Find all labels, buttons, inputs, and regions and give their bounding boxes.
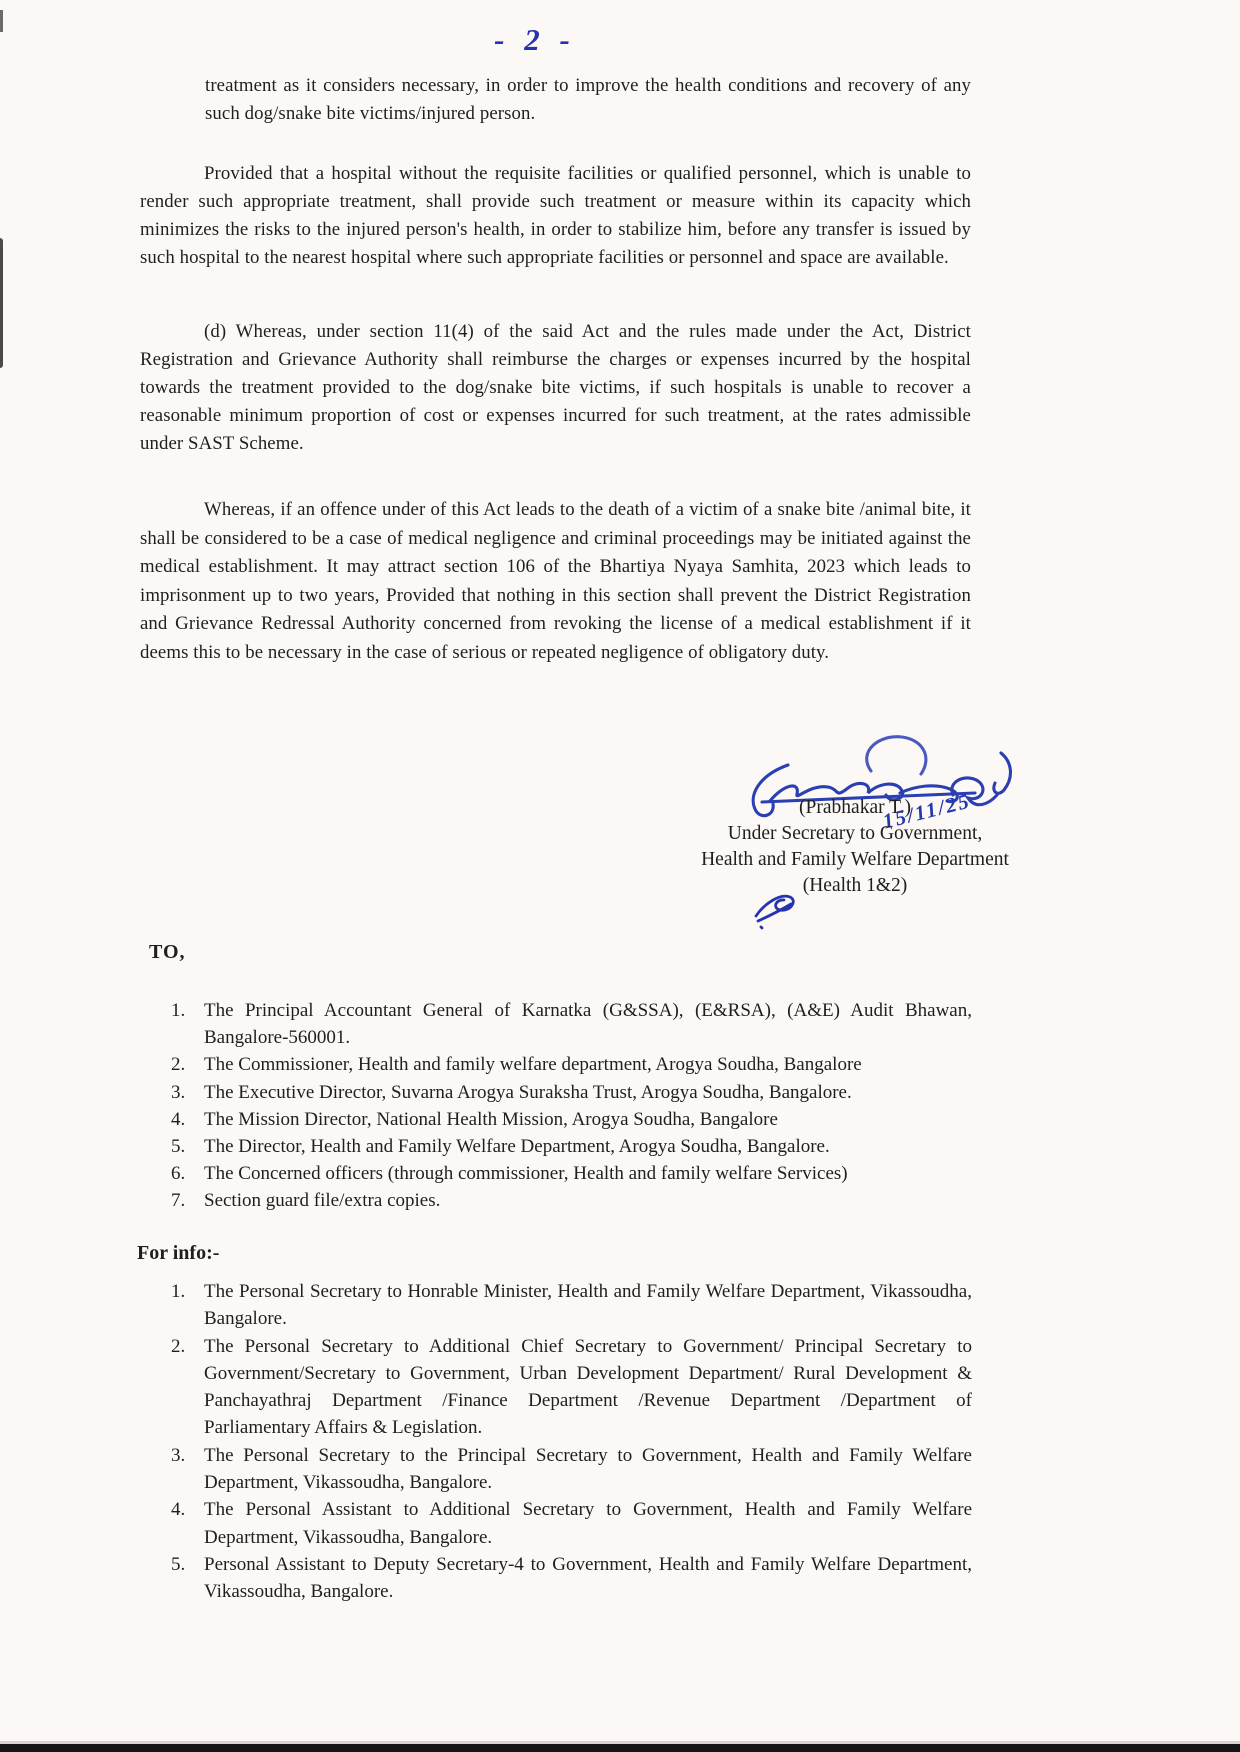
list-item xyxy=(171,1551,972,1606)
item-number: 1. xyxy=(171,1281,186,1302)
list-item xyxy=(171,1133,972,1160)
item-text: Section guard file/extra copies. xyxy=(204,1190,441,1212)
item-number: 2. xyxy=(171,1054,186,1076)
item-number: 4. xyxy=(171,1499,186,1521)
scan-edge-artifact xyxy=(0,10,3,32)
paragraph-whereas-offence: Whereas, if an offence under of this Act leads to the death of a victim of a snake bite /animal bite, it shall be considered to be a case of medical negligence and criminal proceedings may be initiated against the medical establishment. It may attract section 106 of the Bhartiya Nyaya Samhita, 2023 which leads to imprisonment up to two years, Provided that nothing in this section shall prevent the District Registration and Grievance Redressal Authority concerned from revoking the license of a medical establishment if it deems this to be necessary in the case of serious or repeated negligence of obligatory duty. xyxy=(140,499,971,663)
list-item xyxy=(171,1051,972,1078)
list-item xyxy=(171,1278,972,1333)
initial-scribble xyxy=(749,885,799,935)
to-heading: TO, xyxy=(149,941,186,963)
for-info-heading: For info:- xyxy=(137,1242,220,1264)
item-text: The Personal Secretary to the Principal Secretary to Government, Health and Family Welfare Department, Vikassoudha, Bangalore. xyxy=(204,1444,972,1494)
item-number: 5. xyxy=(171,1553,186,1575)
item-text: The Principal Accountant General of Karnatka (G&SSA), (E&RSA), (A&E) Audit Bhawan, Bangalore-560001. xyxy=(204,1000,972,1049)
item-text: The Personal Secretary to Honrable Minister, Health and Family Welfare Department, Vikassoudha, Bangalore. xyxy=(204,1281,972,1330)
scan-bottom-bar xyxy=(0,1744,1240,1752)
scan-edge-artifact xyxy=(0,238,3,368)
list-item xyxy=(171,1160,972,1187)
list-item xyxy=(171,1079,972,1106)
signatory-department: Health and Family Welfare Department xyxy=(701,849,1009,870)
page-number-handwritten: - 2 - xyxy=(494,22,576,57)
item-text: The Executive Director, Suvarna Arogya Suraksha Trust, Arogya Soudha, Bangalore. xyxy=(204,1081,852,1103)
item-number: 7. xyxy=(171,1190,186,1212)
item-text: The Concerned officers (through commissioner, Health and family welfare Services) xyxy=(204,1163,848,1185)
item-text: The Personal Assistant to Additional Secretary to Government, Health and Family Welfare Department, Vikassoudha, Bangalore. xyxy=(204,1499,972,1548)
item-text: The Director, Health and Family Welfare Department, Arogya Soudha, Bangalore. xyxy=(204,1136,830,1158)
item-text: The Personal Secretary to Additional Chief Secretary to Government/ Principal Secretary to Government/Secretary to Government, Urban Development Department/ Rural Development & Panchayathraj Department /Finance Department /Revenue Department /Department of Parliamentary Affairs & Legislation. xyxy=(204,1335,972,1439)
item-number: 5. xyxy=(171,1136,186,1158)
paragraph-treatment: treatment as it considers necessary, in order to improve the health conditions and recovery of any such dog/snake bite victims/injured person. xyxy=(205,75,971,124)
item-number: 1. xyxy=(171,1000,186,1021)
list-item xyxy=(171,1106,972,1133)
item-number: 3. xyxy=(171,1081,186,1103)
list-item xyxy=(171,1187,972,1214)
list-item xyxy=(171,1333,972,1442)
signature-date-handwritten: 15/11/25 xyxy=(880,788,973,834)
item-text: The Commissioner, Health and family welfare department, Arogya Soudha, Bangalore xyxy=(204,1054,862,1076)
signatory-section: (Health 1&2) xyxy=(802,875,908,896)
signatory-name: (Prabhakar T.) xyxy=(799,797,911,818)
list-item xyxy=(171,1442,972,1497)
item-number: 4. xyxy=(171,1108,186,1130)
item-number: 2. xyxy=(171,1335,186,1357)
item-text: Personal Assistant to Deputy Secretary-4 to Government, Health and Family Welfare Department, Vikassoudha, Bangalore. xyxy=(204,1553,972,1603)
for-info-list xyxy=(171,1278,972,1606)
list-item xyxy=(171,1496,972,1551)
paragraph-whereas-d: (d) Whereas, under section 11(4) of the said Act and the rules made under the Act, District Registration and Grievance Authority shall reimburse the charges or expenses incurred by the hospital towards the treatment provided to the dog/snake bite victims, if such hospitals is unable to recover a reasonable minimum proportion of cost or expenses incurred for such treatment, at the rates admissible under SAST Scheme. xyxy=(140,321,971,454)
item-text: The Mission Director, National Health Mission, Arogya Soudha, Bangalore xyxy=(204,1108,778,1130)
signatory-title: Under Secretary to Government, xyxy=(727,823,983,844)
paragraph-provided: Provided that a hospital without the requisite facilities or qualified personnel, which is unable to render such appropriate treatment, shall provide such treatment or measure within its capacity which minimizes the risks to the injured person's health, in order to stabilize him, before any transfer is issued by such hospital to the nearest hospital where such appropriate facilities or personnel and space are available. xyxy=(140,163,971,268)
list-item xyxy=(171,997,972,1051)
item-number: 6. xyxy=(171,1163,186,1185)
to-list xyxy=(171,997,972,1215)
item-number: 3. xyxy=(171,1444,186,1466)
